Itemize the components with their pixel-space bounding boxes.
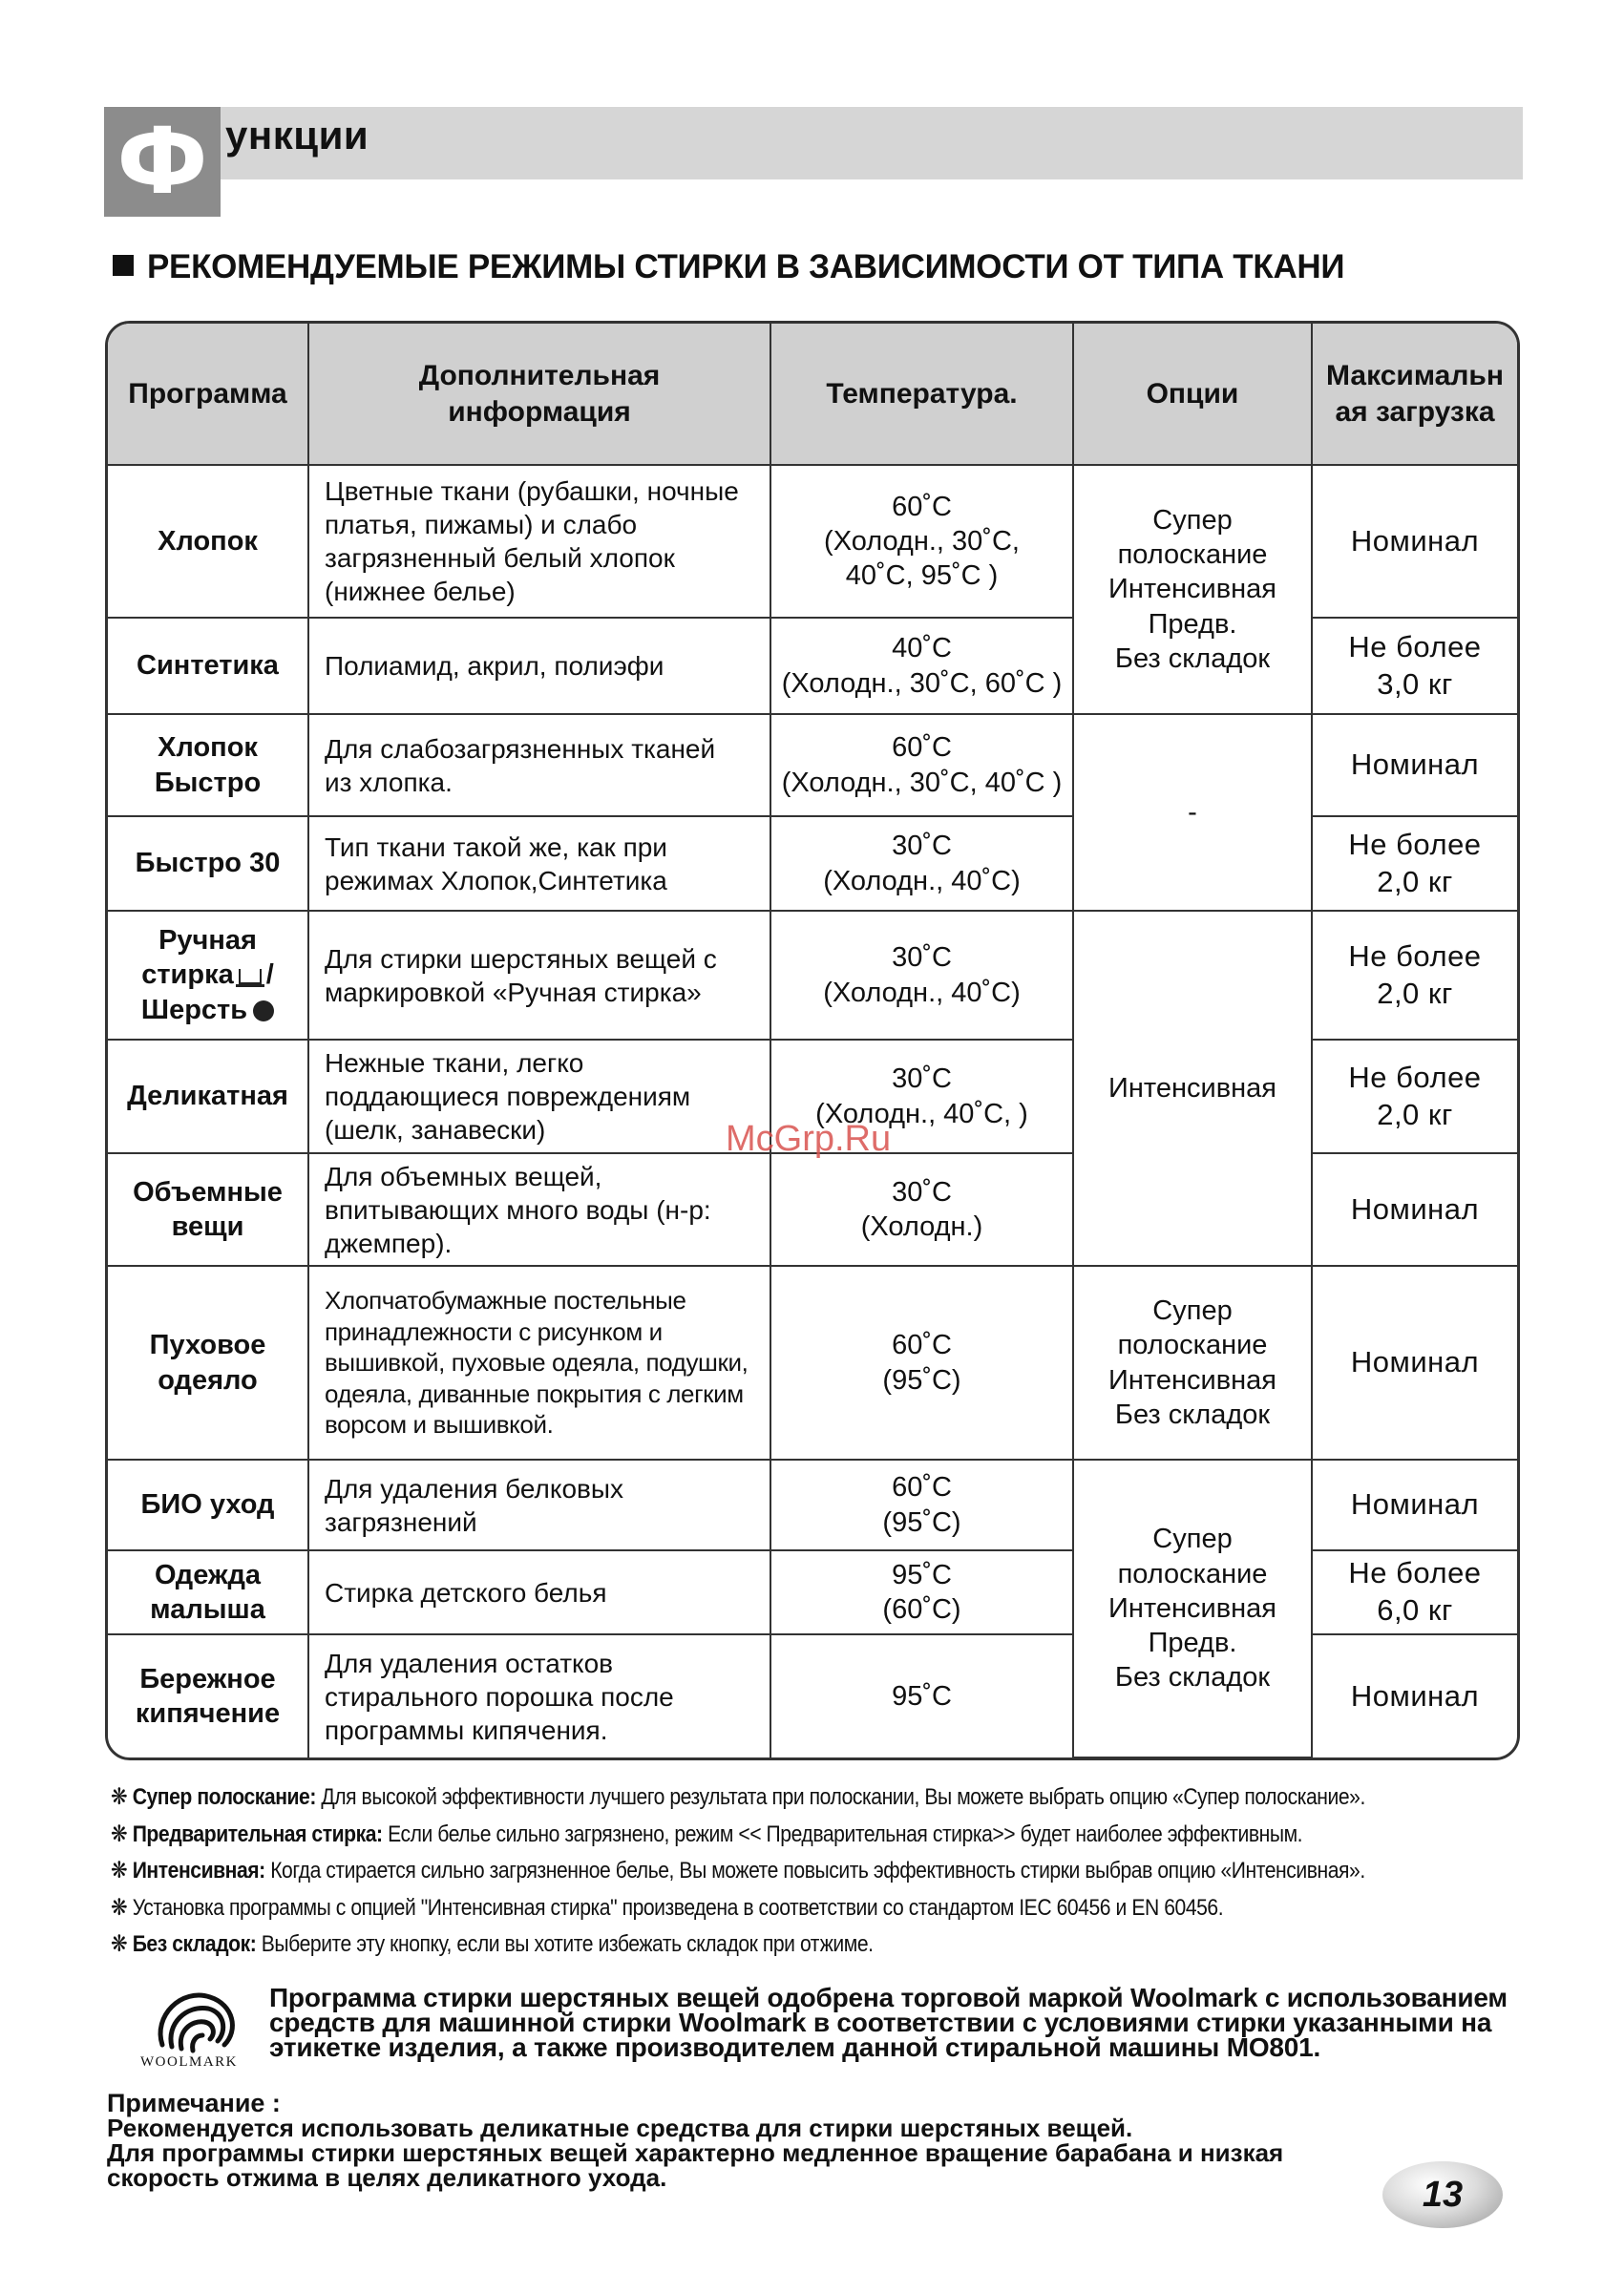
program-name: Ручная стирка / Шерсть: [108, 911, 308, 1040]
asterisk-icon: ❋: [111, 1894, 128, 1921]
program-temperature: 30˚C (Холодн., 40˚C): [770, 816, 1073, 911]
woolmark-caption: WOOLMARK: [140, 2054, 238, 2070]
program-temperature: 60˚C (95˚C): [770, 1460, 1073, 1550]
program-info: Для слабозагрязненных тканей из хлопка.: [308, 714, 770, 816]
footnote-item: ❋ Без складок: Выберите эту кнопку, если вы хотите избежать складок при отжиме.: [111, 1931, 874, 1957]
program-name: БИО уход: [108, 1460, 308, 1550]
program-max-load: Номинал: [1312, 1460, 1517, 1550]
header-program: Программа: [108, 324, 308, 465]
program-info: Хлопчатобумажные постельные принадлежности с рисунком и вышивкой, пуховые одеяла, подушки, одеяла, диванные покрытия с легким ворсом и вышивкой.: [308, 1266, 770, 1460]
remark-block: [107, 2091, 1444, 2190]
program-info: Для стирки шерстяных вещей с маркировкой «Ручная стирка»: [308, 911, 770, 1040]
square-bullet-icon: [113, 255, 134, 276]
asterisk-icon: ❋: [111, 1931, 128, 1957]
header-initial-letter: Ф: [104, 107, 221, 217]
program-max-load: Номинал: [1312, 714, 1517, 816]
program-name: Бережное кипячение: [108, 1634, 308, 1757]
table-row: [108, 1266, 1517, 1460]
program-temperature: 95˚C: [770, 1634, 1073, 1757]
remark-text: Рекомендуется использовать деликатные средства для стирки шерстяных вещей. Для программы стирки шерстяных вещей характерно медленное вращение барабана и низкая скорость отжима в целях деликатного ухода.: [107, 2114, 1284, 2192]
program-max-load: Номинал: [1312, 1153, 1517, 1266]
table-header-row: [108, 324, 1517, 465]
program-info: Для удаления белковых загрязнений: [308, 1460, 770, 1550]
program-name: Хлопок: [108, 465, 308, 618]
program-name: Пуховое одеяло: [108, 1266, 308, 1460]
program-info: Полиамид, акрил, полиэфи: [308, 618, 770, 714]
program-temperature: 30˚C (Холодн., 40˚C, ): [770, 1040, 1073, 1153]
asterisk-icon: ❋: [111, 1784, 128, 1810]
section-title: [113, 248, 1344, 286]
program-name: Быстро 30: [108, 816, 308, 911]
remark-title: Примечание :: [107, 2089, 281, 2117]
program-info: Для удаления остатков стирального порошка после программы кипячения.: [308, 1634, 770, 1757]
header-options: Опции: [1073, 324, 1312, 465]
program-name: Синтетика: [108, 618, 308, 714]
header-info: Дополнительная информация: [308, 324, 770, 465]
program-name: Одежда малыша: [108, 1550, 308, 1634]
program-options: -: [1073, 714, 1312, 911]
header-title: ункции: [225, 113, 369, 158]
program-name: Объемные вещи: [108, 1153, 308, 1266]
programs-table: [108, 324, 1517, 1758]
program-temperature: 40˚C (Холодн., 30˚C, 60˚C ): [770, 618, 1073, 714]
watermark-text: McGrp.Ru: [726, 1119, 892, 1159]
program-info: Для объемных вещей, впитывающих много воды (н-р: джемпер).: [308, 1153, 770, 1266]
program-max-load: Не более 3,0 кг: [1312, 618, 1517, 714]
program-info: Нежные ткани, легко поддающиеся повреждениям (шелк, занавески): [308, 1040, 770, 1153]
program-temperature: 30˚C (Холодн.): [770, 1153, 1073, 1266]
header-temperature: Температура.: [770, 324, 1073, 465]
footnote-item: ❋ Супер полоскание: Для высокой эффективности лучшего результата при полоскании, Вы можете выбрать опцию «Супер полоскание».: [111, 1784, 1365, 1810]
program-temperature: 95˚C (60˚C): [770, 1550, 1073, 1634]
program-max-load: Номинал: [1312, 1266, 1517, 1460]
table-row: [108, 465, 1517, 618]
program-max-load: Номинал: [1312, 465, 1517, 618]
program-options: Супер полоскание Интенсивная Без складок: [1073, 1266, 1312, 1460]
footnote-item: ❋ Интенсивная: Когда стирается сильно загрязненное белье, Вы можете повысить эффективность стирки выбрав опцию «Интенсивная».: [111, 1858, 1365, 1884]
program-info: Стирка детского белья: [308, 1550, 770, 1634]
program-options: Супер полоскание Интенсивная Предв. Без складок: [1073, 465, 1312, 714]
program-temperature: 30˚C (Холодн., 40˚C): [770, 911, 1073, 1040]
program-temperature: 60˚C (95˚C): [770, 1266, 1073, 1460]
section-title-text: РЕКОМЕНДУЕМЫЕ РЕЖИМЫ СТИРКИ В ЗАВИСИМОСТИ ОТ ТИПА ТКАНИ: [147, 248, 1345, 285]
program-max-load: Не более 2,0 кг: [1312, 1040, 1517, 1153]
asterisk-icon: ❋: [111, 1858, 128, 1884]
footnote-item: ❋ Установка программы с опцией "Интенсивная стирка" произведена в соответствии со стандартом IEC 60456 и EN 60456.: [111, 1894, 1224, 1921]
programs-table-frame: [105, 321, 1520, 1760]
program-options: Интенсивная: [1073, 911, 1312, 1266]
program-temperature: 60˚C (Холодн., 30˚C, 40˚C, 95˚C ): [770, 465, 1073, 618]
woolmark-description: Программа стирки шерстяных вещей одобрена торговой маркой Woolmark с использованием средств для машинной стирки Woolmark в соответствии с условиями стирки указанными на этикетке изделия, а также производителем данной стиральной машины MO801.: [269, 1983, 1508, 2062]
program-info: Цветные ткани (рубашки, ночные платья, пижамы) и слабо загрязненный белый хлопок (нижнее белье): [308, 465, 770, 618]
wool-icon: [253, 1000, 274, 1021]
table-row: [108, 911, 1517, 1040]
asterisk-icon: ❋: [111, 1821, 128, 1847]
footnotes: [111, 1779, 1571, 1964]
header-max-load: Максимальн ая загрузка: [1312, 324, 1517, 465]
footnote-item: ❋ Предварительная стирка: Если белье сильно загрязнено, режим << Предварительная стирка>> будет наиболее эффективным.: [111, 1821, 1303, 1847]
page-number: 13: [1382, 2161, 1503, 2228]
program-max-load: Не более 6,0 кг: [1312, 1550, 1517, 1634]
hand-wash-icon: [236, 961, 264, 987]
program-name: Деликатная: [108, 1040, 308, 1153]
program-options: Супер полоскание Интенсивная Предв. Без складок: [1073, 1460, 1312, 1757]
table-row: [108, 1460, 1517, 1550]
program-info: Тип ткани такой же, как при режимах Хлопок,Синтетика: [308, 816, 770, 911]
program-max-load: Не более 2,0 кг: [1312, 911, 1517, 1040]
table-row: [108, 714, 1517, 816]
program-temperature: 60˚C (Холодн., 30˚C, 40˚C ): [770, 714, 1073, 816]
program-name: Хлопок Быстро: [108, 714, 308, 816]
program-max-load: Номинал: [1312, 1634, 1517, 1757]
program-max-load: Не более 2,0 кг: [1312, 816, 1517, 911]
